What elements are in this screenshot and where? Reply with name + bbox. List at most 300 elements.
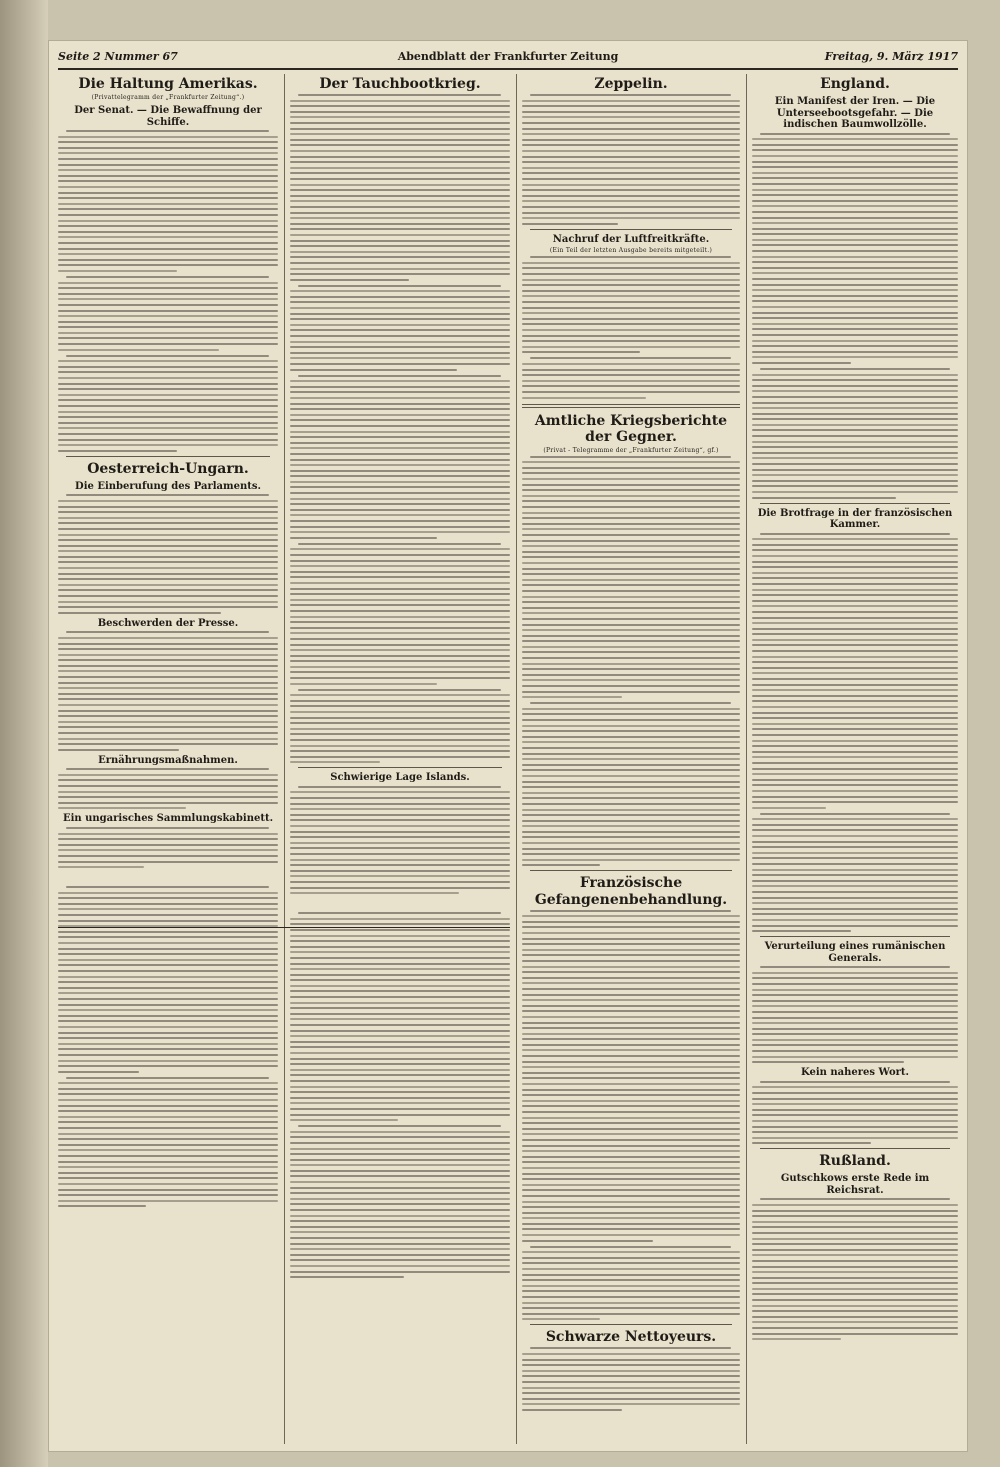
text-line <box>752 1243 958 1245</box>
article-subheadline: Die Einberufung des Parlaments. <box>75 480 261 492</box>
text-line <box>290 486 510 488</box>
text-line <box>58 953 278 955</box>
column-2 <box>290 74 510 1444</box>
text-line <box>522 284 740 286</box>
text-line <box>290 273 510 275</box>
text-line <box>522 116 740 118</box>
text-line <box>290 918 510 920</box>
text-line <box>752 379 958 381</box>
text-line <box>752 177 958 179</box>
text-line <box>522 318 740 320</box>
text-line <box>522 685 740 687</box>
text-line <box>290 1220 510 1222</box>
text-line <box>760 1081 950 1083</box>
text-line <box>522 212 740 214</box>
text-line <box>290 881 510 883</box>
text-line <box>290 870 510 872</box>
text-line <box>752 891 958 893</box>
text-line <box>290 808 510 810</box>
text-line <box>58 164 278 166</box>
article-dateline: (Privat - Telegramme der „Frankfurter Zeitung“, gf.) <box>543 446 719 454</box>
text-line <box>752 1215 958 1217</box>
text-line <box>58 976 278 978</box>
text-line <box>752 1260 958 1262</box>
text-line <box>58 914 278 916</box>
text-line <box>530 1347 731 1349</box>
text-line <box>522 1072 740 1074</box>
text-line <box>752 166 958 168</box>
text-line <box>58 522 278 524</box>
text-line <box>58 687 278 689</box>
text-line <box>752 362 851 364</box>
text-line <box>58 774 278 776</box>
text-line <box>290 951 510 953</box>
text-line <box>522 859 740 861</box>
text-line <box>290 588 510 590</box>
text-line <box>58 1009 278 1011</box>
text-line <box>752 908 958 910</box>
text-line <box>290 228 510 230</box>
text-line <box>752 256 958 258</box>
text-line <box>522 825 740 827</box>
text-line <box>752 457 958 459</box>
text-line <box>752 1299 958 1301</box>
text-line <box>752 1126 958 1128</box>
text-line <box>522 1279 740 1281</box>
text-line <box>522 596 740 598</box>
article-body-text <box>290 285 510 371</box>
text-line <box>66 494 269 496</box>
text-line <box>58 833 278 835</box>
article-subheadline: Der Senat. — Die Bewaffnung der Schiffe. <box>74 105 262 128</box>
text-line <box>290 985 510 987</box>
text-line <box>530 910 731 912</box>
text-line <box>58 573 278 575</box>
text-line <box>760 368 950 370</box>
text-line <box>752 684 958 686</box>
text-line <box>58 743 278 745</box>
text-line <box>522 139 740 141</box>
paper-title: Abendblatt der Frankfurter Zeitung <box>397 50 619 63</box>
text-line <box>752 1226 958 1228</box>
text-line <box>522 1145 740 1147</box>
text-line <box>290 621 510 623</box>
text-line <box>522 105 740 107</box>
text-line <box>522 601 740 603</box>
text-line <box>522 1318 600 1320</box>
text-line <box>522 977 740 979</box>
text-line <box>58 315 278 317</box>
text-line <box>290 178 510 180</box>
text-line <box>58 433 278 435</box>
spacer <box>58 872 278 886</box>
text-line <box>752 807 826 809</box>
text-line <box>290 403 510 405</box>
text-line <box>522 1212 740 1214</box>
text-line <box>290 875 510 877</box>
text-line <box>58 981 278 983</box>
text-line <box>752 617 958 619</box>
text-line <box>290 301 510 303</box>
text-line <box>58 785 278 787</box>
text-line <box>522 500 740 502</box>
text-line <box>522 534 740 536</box>
text-line <box>58 383 278 385</box>
text-line <box>752 1232 958 1234</box>
text-line <box>522 741 740 743</box>
article-body-text <box>290 375 510 539</box>
text-line <box>752 1044 958 1046</box>
text-line <box>752 728 958 730</box>
text-line <box>290 167 510 169</box>
text-line <box>290 1148 510 1150</box>
text-line <box>522 111 740 113</box>
text-line <box>290 593 510 595</box>
text-line <box>290 627 510 629</box>
text-line <box>522 1274 740 1276</box>
text-line <box>58 936 278 938</box>
article-headline: Zeppelin. <box>594 76 668 92</box>
text-line <box>290 537 437 539</box>
text-line <box>522 1240 653 1242</box>
text-line <box>58 321 278 323</box>
text-line <box>522 1234 740 1236</box>
text-line <box>522 312 740 314</box>
column-rule <box>746 74 747 1444</box>
article-body-text <box>58 130 278 272</box>
text-line <box>522 612 740 614</box>
text-line <box>522 1094 740 1096</box>
text-line <box>752 700 958 702</box>
text-line <box>530 1246 731 1248</box>
text-line <box>752 435 958 437</box>
text-line <box>58 1177 278 1179</box>
text-line <box>752 633 958 635</box>
text-line <box>298 1125 501 1127</box>
text-line <box>522 262 740 264</box>
text-line <box>522 836 740 838</box>
text-line <box>752 1271 958 1273</box>
text-line <box>752 925 958 927</box>
text-line <box>290 756 510 758</box>
text-line <box>752 712 958 714</box>
text-line <box>752 1333 958 1335</box>
column-3 <box>522 74 740 1444</box>
text-line <box>522 1302 740 1304</box>
text-line <box>522 184 740 186</box>
article-subheadline: Kein naheres Wort. <box>801 1067 909 1079</box>
text-line <box>290 1097 510 1099</box>
text-line <box>58 287 278 289</box>
text-line <box>58 1004 278 1006</box>
text-line <box>58 1110 278 1112</box>
text-line <box>522 1139 740 1141</box>
text-line <box>752 695 958 697</box>
text-line <box>58 584 278 586</box>
text-line <box>58 1088 278 1090</box>
text-line <box>752 385 958 387</box>
text-line <box>58 561 278 563</box>
text-line <box>522 629 740 631</box>
article-headline: Rußland. <box>819 1153 891 1170</box>
text-line <box>752 561 958 563</box>
text-line <box>752 1210 958 1212</box>
text-line <box>522 954 740 956</box>
text-line <box>58 698 278 700</box>
text-line <box>522 267 740 269</box>
text-line <box>290 256 510 258</box>
text-line <box>58 1200 278 1202</box>
text-line <box>752 155 958 157</box>
text-line <box>58 1037 278 1039</box>
article-subheadline: Gutschkows erste Rede im Reichsrat. <box>780 1173 930 1196</box>
text-line <box>522 668 740 670</box>
text-line <box>752 1266 958 1268</box>
text-line <box>290 1198 510 1200</box>
text-line <box>290 184 510 186</box>
text-line <box>290 990 510 992</box>
text-line <box>522 335 740 337</box>
text-line <box>752 183 958 185</box>
text-line <box>58 1172 278 1174</box>
text-line <box>522 1161 740 1163</box>
text-line <box>522 853 740 855</box>
text-line <box>290 1114 510 1116</box>
text-line <box>522 1290 740 1292</box>
article-body-text <box>290 94 510 281</box>
text-line <box>752 1050 958 1052</box>
text-line <box>290 453 510 455</box>
text-line <box>58 405 278 407</box>
text-line <box>290 1041 510 1043</box>
text-line <box>290 318 510 320</box>
text-line <box>290 1119 398 1121</box>
text-line <box>58 1015 278 1017</box>
text-line <box>290 279 409 281</box>
text-line <box>752 897 958 899</box>
article-body-text <box>58 827 278 868</box>
text-line <box>58 715 278 717</box>
text-line <box>752 429 958 431</box>
text-line <box>752 211 958 213</box>
text-line <box>58 1105 278 1107</box>
text-line <box>290 853 510 855</box>
text-line <box>290 172 510 174</box>
article-body-text <box>290 912 510 1121</box>
text-line <box>290 425 510 427</box>
text-line <box>290 831 510 833</box>
article-body-text <box>752 133 958 364</box>
text-line <box>752 1293 958 1295</box>
text-line <box>752 1238 958 1240</box>
article-body-text <box>752 368 958 499</box>
text-line <box>522 551 740 553</box>
text-line <box>290 968 510 970</box>
text-line <box>752 272 958 274</box>
text-line <box>752 734 958 736</box>
text-line <box>290 940 510 942</box>
text-line <box>752 656 958 658</box>
text-line <box>522 1375 740 1377</box>
text-line <box>752 407 958 409</box>
text-line <box>522 781 740 783</box>
text-line <box>530 256 731 258</box>
text-line <box>58 264 278 266</box>
text-line <box>752 801 958 803</box>
text-line <box>290 520 510 522</box>
text-line <box>58 539 278 541</box>
text-line <box>522 1313 740 1315</box>
text-line <box>522 590 740 592</box>
text-line <box>58 550 278 552</box>
text-line <box>290 1265 510 1267</box>
text-line <box>58 749 179 751</box>
text-line <box>290 1203 510 1205</box>
text-line <box>522 1184 740 1186</box>
text-line <box>58 231 278 233</box>
text-line <box>752 474 958 476</box>
text-line <box>522 307 740 309</box>
text-line <box>752 217 958 219</box>
text-line <box>752 745 958 747</box>
text-line <box>752 538 958 540</box>
text-line <box>58 349 219 351</box>
text-line <box>290 571 510 573</box>
text-line <box>290 380 510 382</box>
text-line <box>752 717 958 719</box>
text-line <box>290 1164 510 1166</box>
text-line <box>290 464 510 466</box>
text-line <box>752 452 958 454</box>
text-line <box>752 1327 958 1329</box>
text-line <box>522 1066 740 1068</box>
text-line <box>298 285 501 287</box>
text-line <box>752 661 958 663</box>
text-line <box>522 363 740 365</box>
text-line <box>752 205 958 207</box>
text-line <box>752 622 958 624</box>
text-line <box>58 648 278 650</box>
text-line <box>752 555 958 557</box>
text-line <box>290 935 510 937</box>
text-line <box>752 885 958 887</box>
text-line <box>752 345 958 347</box>
text-line <box>522 988 740 990</box>
text-line <box>290 341 510 343</box>
text-line <box>752 1000 958 1002</box>
text-line <box>290 386 510 388</box>
text-line <box>752 762 958 764</box>
text-line <box>522 1228 740 1230</box>
text-line <box>290 996 510 998</box>
text-line <box>290 728 510 730</box>
text-line <box>752 852 958 854</box>
text-line <box>58 326 278 328</box>
text-line <box>752 222 958 224</box>
text-line <box>752 424 958 426</box>
text-line <box>752 446 958 448</box>
text-line <box>522 696 622 698</box>
text-line <box>522 1370 740 1372</box>
text-line <box>752 1103 958 1105</box>
text-line <box>58 500 278 502</box>
text-line <box>522 820 740 822</box>
text-line <box>290 240 510 242</box>
text-line <box>522 657 740 659</box>
text-line <box>290 262 510 264</box>
text-line <box>290 1170 510 1172</box>
text-line <box>752 244 958 246</box>
text-line <box>290 144 510 146</box>
text-line <box>752 317 958 319</box>
spacer <box>290 898 510 912</box>
text-line <box>58 282 278 284</box>
text-line <box>522 651 740 653</box>
text-line <box>290 864 510 866</box>
text-line <box>752 200 958 202</box>
text-line <box>752 1033 958 1035</box>
text-line <box>58 1133 278 1135</box>
text-line <box>760 813 950 815</box>
text-line <box>290 509 510 511</box>
text-line <box>290 251 510 253</box>
text-line <box>752 289 958 291</box>
text-line <box>58 964 278 966</box>
text-line <box>752 1249 958 1251</box>
text-line <box>752 1114 958 1116</box>
text-line <box>58 732 278 734</box>
text-line <box>66 355 269 357</box>
text-line <box>58 1060 278 1062</box>
text-line <box>290 739 510 741</box>
text-line <box>522 1178 740 1180</box>
text-line <box>752 340 958 342</box>
text-line <box>752 611 958 613</box>
article-headline: Die Haltung Amerikas. <box>78 76 258 92</box>
text-line <box>522 769 740 771</box>
text-line <box>522 736 740 738</box>
text-line <box>290 957 510 959</box>
text-line <box>290 498 510 500</box>
text-line <box>752 418 958 420</box>
text-line <box>752 583 958 585</box>
text-line <box>58 1048 278 1050</box>
text-line <box>58 450 177 452</box>
text-line <box>752 356 958 358</box>
text-line <box>58 838 278 840</box>
text-line <box>522 133 740 135</box>
text-line <box>290 397 510 399</box>
text-line <box>290 1013 510 1015</box>
article-separator <box>298 767 502 768</box>
text-line <box>290 442 510 444</box>
article-body-text <box>290 786 510 894</box>
article-headline: Schwarze Nettoyeurs. <box>545 1329 717 1346</box>
text-line <box>522 323 740 325</box>
article-separator <box>760 1148 950 1149</box>
text-line <box>752 402 958 404</box>
text-line <box>752 233 958 235</box>
text-line <box>522 1128 740 1130</box>
text-line <box>58 180 278 182</box>
text-line <box>58 270 177 272</box>
text-line <box>522 195 740 197</box>
text-line <box>522 467 740 469</box>
text-line <box>58 141 278 143</box>
text-line <box>58 931 278 933</box>
text-line <box>752 1061 904 1063</box>
text-line <box>58 1205 146 1207</box>
